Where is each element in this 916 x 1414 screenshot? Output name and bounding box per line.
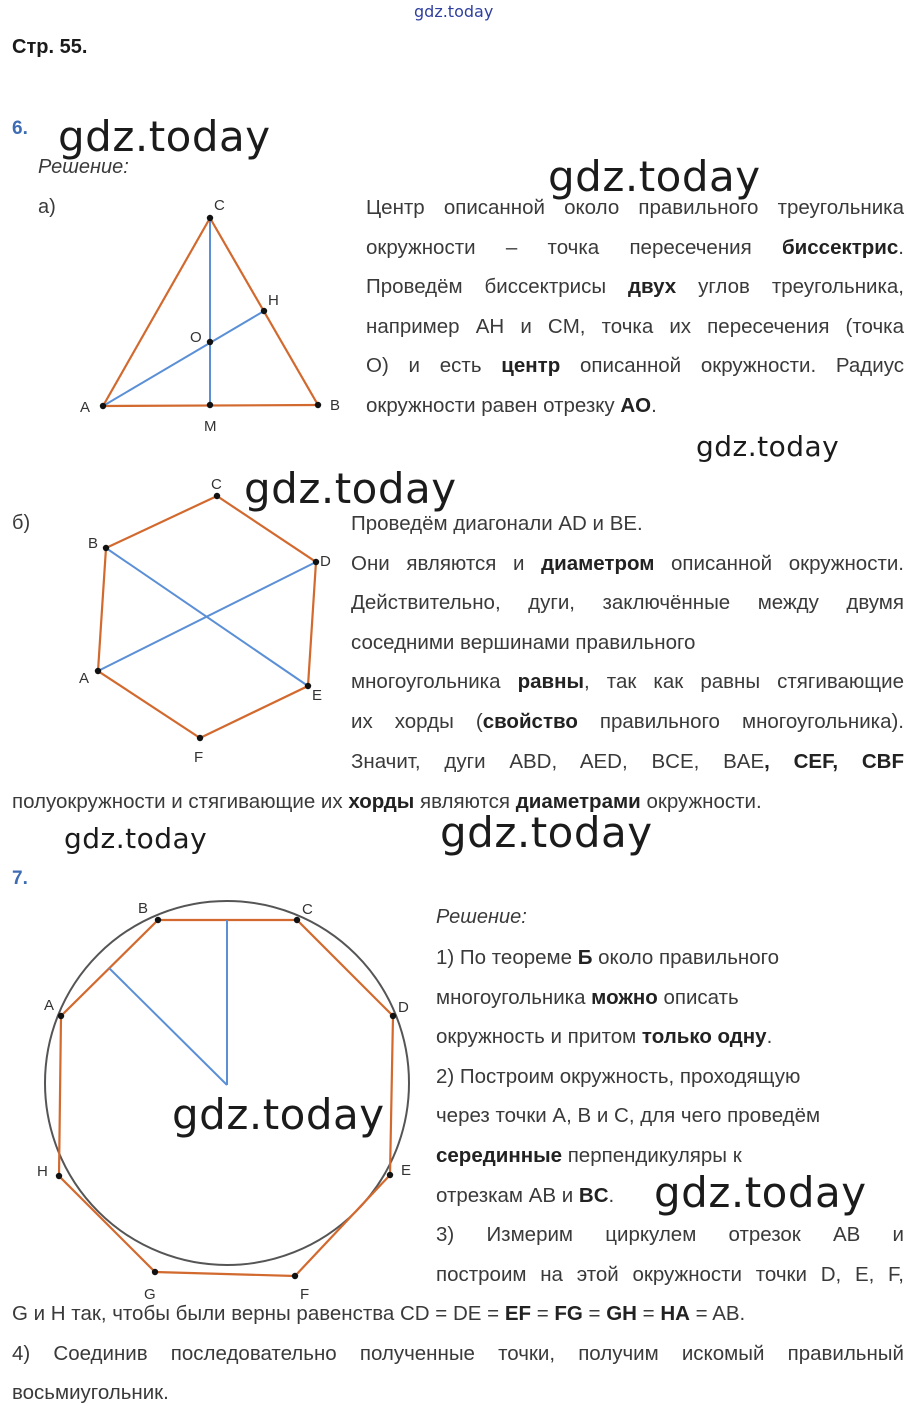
point-label-C: C (211, 476, 222, 493)
hexagon-figure (70, 470, 340, 770)
text-run: G и H так, чтобы были верны равенства CD = DE = (12, 1302, 505, 1325)
text-run: Значит, дуги ABD, AED, BCE, BAE (351, 749, 765, 773)
text-line (436, 986, 904, 1010)
point-label-F: F (194, 749, 204, 766)
text-run: около правильного (592, 946, 780, 969)
point-label-D: D (320, 553, 331, 570)
text-line (351, 591, 904, 615)
point-label-A: A (79, 670, 90, 687)
point-label-A: A (44, 997, 55, 1014)
text-run: Центр описанной около правильного треугольника (366, 196, 904, 219)
text-line (366, 394, 904, 418)
text-run: окружности. (640, 790, 762, 813)
bold-term: биссектрис (782, 235, 899, 259)
point-label-M: M (204, 418, 217, 435)
text-run: углов треугольника, (676, 275, 904, 299)
bold-term: BC (578, 1183, 609, 1207)
text-run: Проведём биссектрисы (366, 275, 629, 299)
text-run: = (636, 1302, 661, 1325)
point-label-E: E (312, 687, 323, 704)
text-run: являются (414, 790, 516, 813)
text-run: полуокружности и стягивающие их (12, 790, 349, 813)
text-run: 1) По теореме (436, 946, 578, 969)
bold-term: центр (501, 354, 561, 378)
bold-term: HA (660, 1302, 690, 1325)
text-line (351, 512, 904, 536)
text-line (436, 1104, 904, 1128)
bold-term: EF (504, 1302, 532, 1325)
perpendicular-bisector-AB (109, 968, 227, 1085)
bisector-AH (103, 311, 264, 406)
part-a-label: а) (38, 196, 56, 218)
point-label-B: B (88, 535, 99, 552)
text-run: многоугольника (351, 670, 518, 694)
bold-term: AO (620, 394, 652, 417)
text-line (12, 1342, 904, 1366)
text-run: многоугольника (436, 985, 592, 1009)
text-line (436, 1144, 904, 1168)
text-run: окружности – точка пересечения (366, 235, 782, 259)
point-label-O: O (190, 329, 202, 346)
diagonal-BE (106, 548, 308, 686)
bold-term: FG (554, 1302, 583, 1325)
text-run: Проведём диагонали AD и BE. (351, 512, 643, 535)
text-line (366, 196, 904, 220)
text-run: построим на этой окружности точки D, E, F, (436, 1262, 904, 1286)
text-line (366, 354, 904, 378)
watermark: gdz.today (244, 464, 457, 513)
text-line (351, 670, 904, 694)
text-line (436, 1065, 904, 1089)
point-label-H: H (37, 1163, 48, 1180)
bold-term: диаметром (541, 551, 655, 575)
point-label-F: F (300, 1286, 310, 1303)
watermark: gdz.today (440, 808, 653, 857)
text-run: 3) Измерим циркулем отрезок AB и (436, 1223, 904, 1247)
text-run: описанной окружности. Радиус (560, 354, 904, 378)
text-run: описать (657, 985, 739, 1009)
text-run: O) и есть (366, 354, 502, 378)
watermark: gdz.today (696, 430, 840, 463)
text-run: восьмиугольник. (12, 1381, 169, 1405)
text-run: их хорды ( (351, 710, 483, 733)
part-b-label: б) (12, 512, 31, 534)
point-label-E: E (401, 1162, 412, 1179)
text-run: Они являются и (351, 551, 542, 575)
bold-term: диаметрами (515, 790, 641, 813)
text-run: отрезкам AB и (436, 1183, 579, 1207)
text-line (436, 1025, 904, 1049)
bold-term: Б (577, 946, 593, 969)
text-run: = AB. (689, 1302, 746, 1325)
text-line (436, 1263, 904, 1287)
text-run: . (608, 1183, 615, 1207)
triangle-figure (70, 190, 360, 440)
text-line (12, 1381, 904, 1405)
bold-term: серединные (436, 1144, 563, 1167)
bold-term: равны (517, 670, 584, 694)
watermark: gdz.today (58, 112, 271, 161)
bold-term: хорды (348, 790, 415, 813)
text-run: . (898, 235, 904, 259)
text-run: описанной окружности. (654, 551, 904, 575)
text-line (351, 631, 904, 655)
point-label-C: C (302, 901, 313, 918)
watermark: gdz.today (548, 152, 761, 201)
text-run: окружность и притом (436, 1025, 642, 1049)
text-run: например AH и CM, точка их пересечения (точка (366, 314, 904, 338)
text-run: . (651, 394, 657, 417)
text-run: = (531, 1302, 555, 1325)
text-run: соседними вершинами правильного (351, 630, 696, 654)
text-line (351, 750, 904, 774)
task-6-number: 6. (12, 118, 28, 139)
text-run: через точки A, B и C, для чего проведём (436, 1104, 821, 1128)
watermark: gdz.today (64, 822, 208, 855)
text-line (12, 1302, 904, 1326)
task-7-number: 7. (12, 868, 28, 889)
point-label-G: G (144, 1286, 156, 1303)
text-line (436, 1223, 904, 1247)
point-label-B: B (138, 900, 149, 917)
point-label-D: D (398, 999, 409, 1016)
text-run: Действительно, дуги, заключённые между двумя (351, 591, 904, 615)
bold-term: свойство (482, 710, 578, 733)
text-run: 2) Построим окружность, проходящую (436, 1064, 801, 1088)
watermark: gdz.today (654, 1168, 867, 1217)
text-run: , так как равны стягивающие (584, 670, 904, 694)
page-number: Стр. 55. (12, 36, 88, 58)
text-line (351, 552, 904, 576)
watermark-top: gdz.today (414, 2, 494, 21)
point-label-H: H (268, 292, 279, 309)
bold-term: , CEF, CBF (764, 749, 904, 773)
text-line (366, 236, 904, 260)
bold-term: можно (591, 985, 658, 1009)
text-line (351, 710, 904, 734)
text-run: 4) Соединив последовательно полученные точки, получим искомый правильный (12, 1341, 904, 1365)
text-run: окружности равен отрезку (366, 394, 621, 417)
text-line (366, 275, 904, 299)
bold-term: GH (606, 1302, 637, 1325)
watermark: gdz.today (172, 1090, 385, 1139)
point-label-B: B (330, 397, 341, 414)
octagon-figure (0, 880, 430, 1303)
task-7-solution-label: Решение: (436, 906, 527, 928)
text-run: = (582, 1302, 607, 1325)
text-run: . (766, 1025, 773, 1049)
bold-term: только одну (641, 1025, 767, 1049)
point-label-C: C (214, 197, 225, 214)
text-run: правильного многоугольника). (577, 710, 904, 733)
bold-term: двух (628, 275, 677, 299)
task-6-solution-label: Решение: (38, 156, 129, 178)
text-run: перпендикуляры к (562, 1144, 742, 1167)
text-line (436, 946, 904, 970)
text-line (366, 315, 904, 339)
point-label-A: A (80, 399, 91, 416)
